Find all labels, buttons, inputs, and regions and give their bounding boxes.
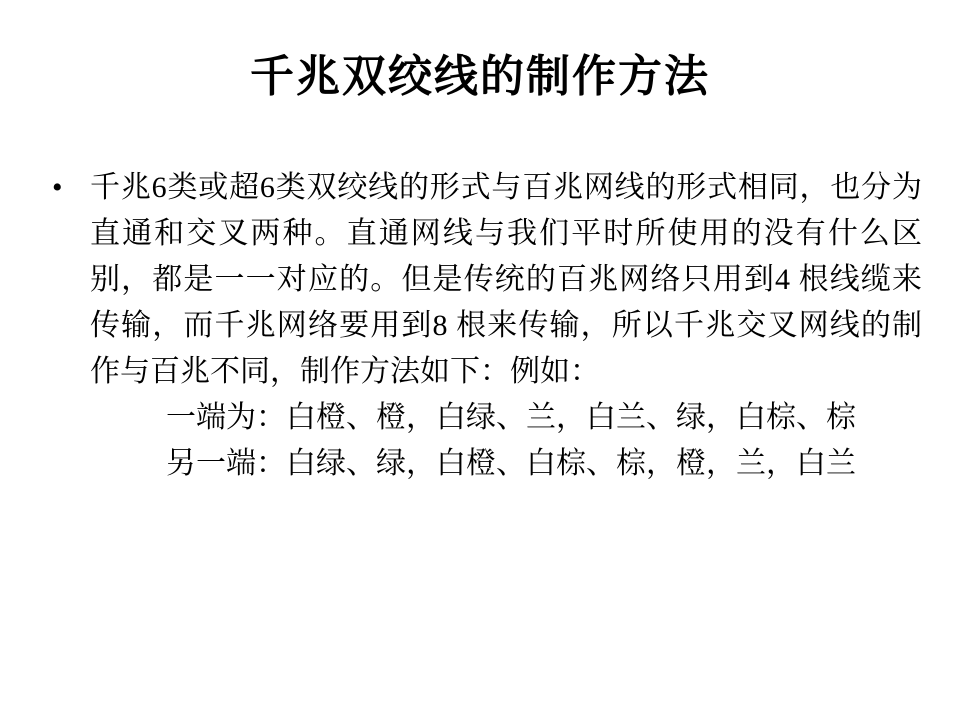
paragraph-end-b: 另一端：白绿、绿，白橙、白棕、棕，橙，兰，白兰 (166, 447, 856, 480)
bullet-content (90, 165, 922, 487)
page-title: 千兆双绞线的制作方法 (250, 51, 710, 102)
slide-body (52, 165, 922, 487)
bullet-point-icon: • (52, 171, 63, 204)
paragraph-intro: 千兆6类或超6类双绞线的形式与百兆网线的形式相同，也分为直通和交叉两种。直通网线与我们平时所使用的没有什么区别，都是一一对应的。但是传统的百兆网络只用到4 根线缆来传输，而千兆网络要用到8 根来传输，所以千兆交叉网线的制作与百兆不同，制作方法如下：例如： (90, 171, 922, 388)
paragraph-end-a: 一端为：白橙、橙，白绿、兰，白兰、绿，白棕、棕 (166, 401, 856, 434)
bullet-list-item (52, 165, 922, 487)
